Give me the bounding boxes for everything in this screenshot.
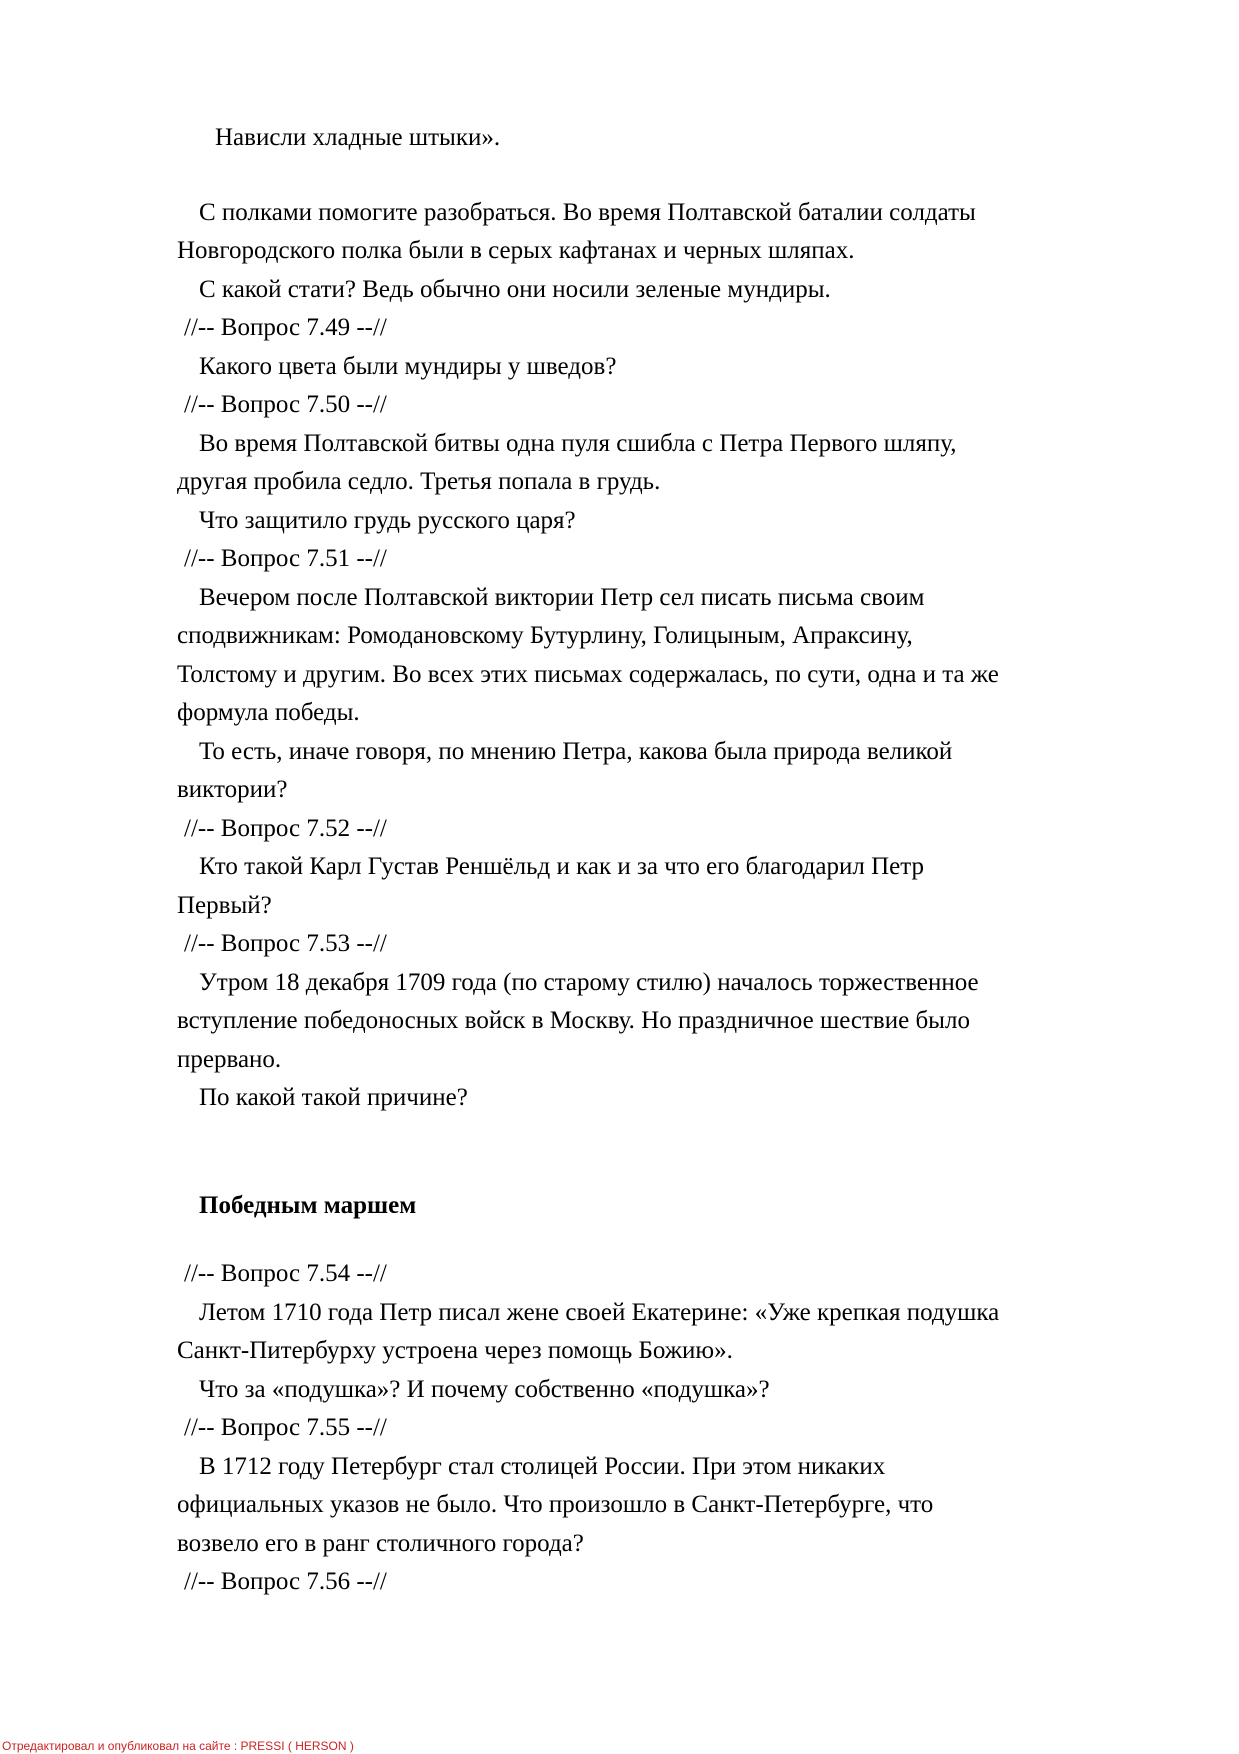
question-marker: //-- Вопрос 7.49 --// (184, 314, 387, 341)
text-line: Первый? (177, 892, 272, 919)
text-line: Вечером после Полтавской виктории Петр сел писать письма своим (199, 584, 925, 611)
text-line: В 1712 году Петербург стал столицей России. При этом никаких (199, 1453, 886, 1480)
text-line: вступление победоносных войск в Москву. Но праздничное шествие было (177, 1007, 970, 1034)
text-line: Новгородского полка были в серых кафтанах и черных шляпах. (177, 237, 855, 264)
question-marker: //-- Вопрос 7.52 --// (184, 815, 387, 842)
publisher-footer: Отредактировал и опубликовал на сайте : PRESSI ( HERSON ) (2, 1739, 354, 1753)
text-line: Нависли хладные штыки». (215, 124, 501, 151)
question-marker: //-- Вопрос 7.54 --// (184, 1260, 387, 1287)
text-line: Санкт-Питербурху устроена через помощь Божию». (177, 1337, 733, 1364)
text-line: С какой стати? Ведь обычно они носили зеленые мундиры. (199, 276, 831, 303)
text-line: официальных указов не было. Что произошло в Санкт-Петербурге, что (177, 1491, 934, 1518)
text-line: Толстому и другим. Во всех этих письмах содержалась, по сути, одна и та же (177, 661, 999, 688)
question-marker: //-- Вопрос 7.50 --// (184, 391, 387, 418)
text-line: Что за «подушка»? И почему собственно «подушка»? (199, 1376, 770, 1403)
text-line: Кто такой Карл Густав Реншёльд и как и за что его благодарил Петр (199, 853, 924, 880)
section-heading: Победным маршем (199, 1192, 417, 1219)
text-line: Утром 18 декабря 1709 года (по старому стилю) началось торжественное (199, 969, 979, 996)
text-line: Какого цвета были мундиры у шведов? (199, 353, 617, 380)
text-line: Летом 1710 года Петр писал жене своей Екатерине: «Уже крепкая подушка (199, 1299, 1000, 1326)
text-line: возвело его в ранг столичного города? (177, 1530, 584, 1557)
question-marker: //-- Вопрос 7.51 --// (184, 545, 387, 572)
question-marker: //-- Вопрос 7.55 --// (184, 1414, 387, 1441)
text-line: С полками помогите разобраться. Во время Полтавской баталии солдаты (199, 199, 976, 226)
question-marker: //-- Вопрос 7.56 --// (184, 1568, 387, 1595)
text-line: Во время Полтавской битвы одна пуля сшибла с Петра Первого шляпу, (199, 430, 957, 457)
text-line: другая пробила седло. Третья попала в грудь. (177, 468, 661, 495)
question-marker: //-- Вопрос 7.53 --// (184, 930, 387, 957)
text-line: прервано. (177, 1046, 282, 1073)
text-line: сподвижникам: Ромодановскому Бутурлину, Голицыным, Апраксину, (177, 622, 913, 649)
text-line: По какой такой причине? (199, 1084, 468, 1111)
text-line: формула победы. (177, 699, 360, 726)
text-line: Что защитило грудь русского царя? (199, 507, 576, 534)
text-line: То есть, иначе говоря, по мнению Петра, какова была природа великой (199, 738, 953, 765)
text-line: виктории? (177, 776, 288, 803)
